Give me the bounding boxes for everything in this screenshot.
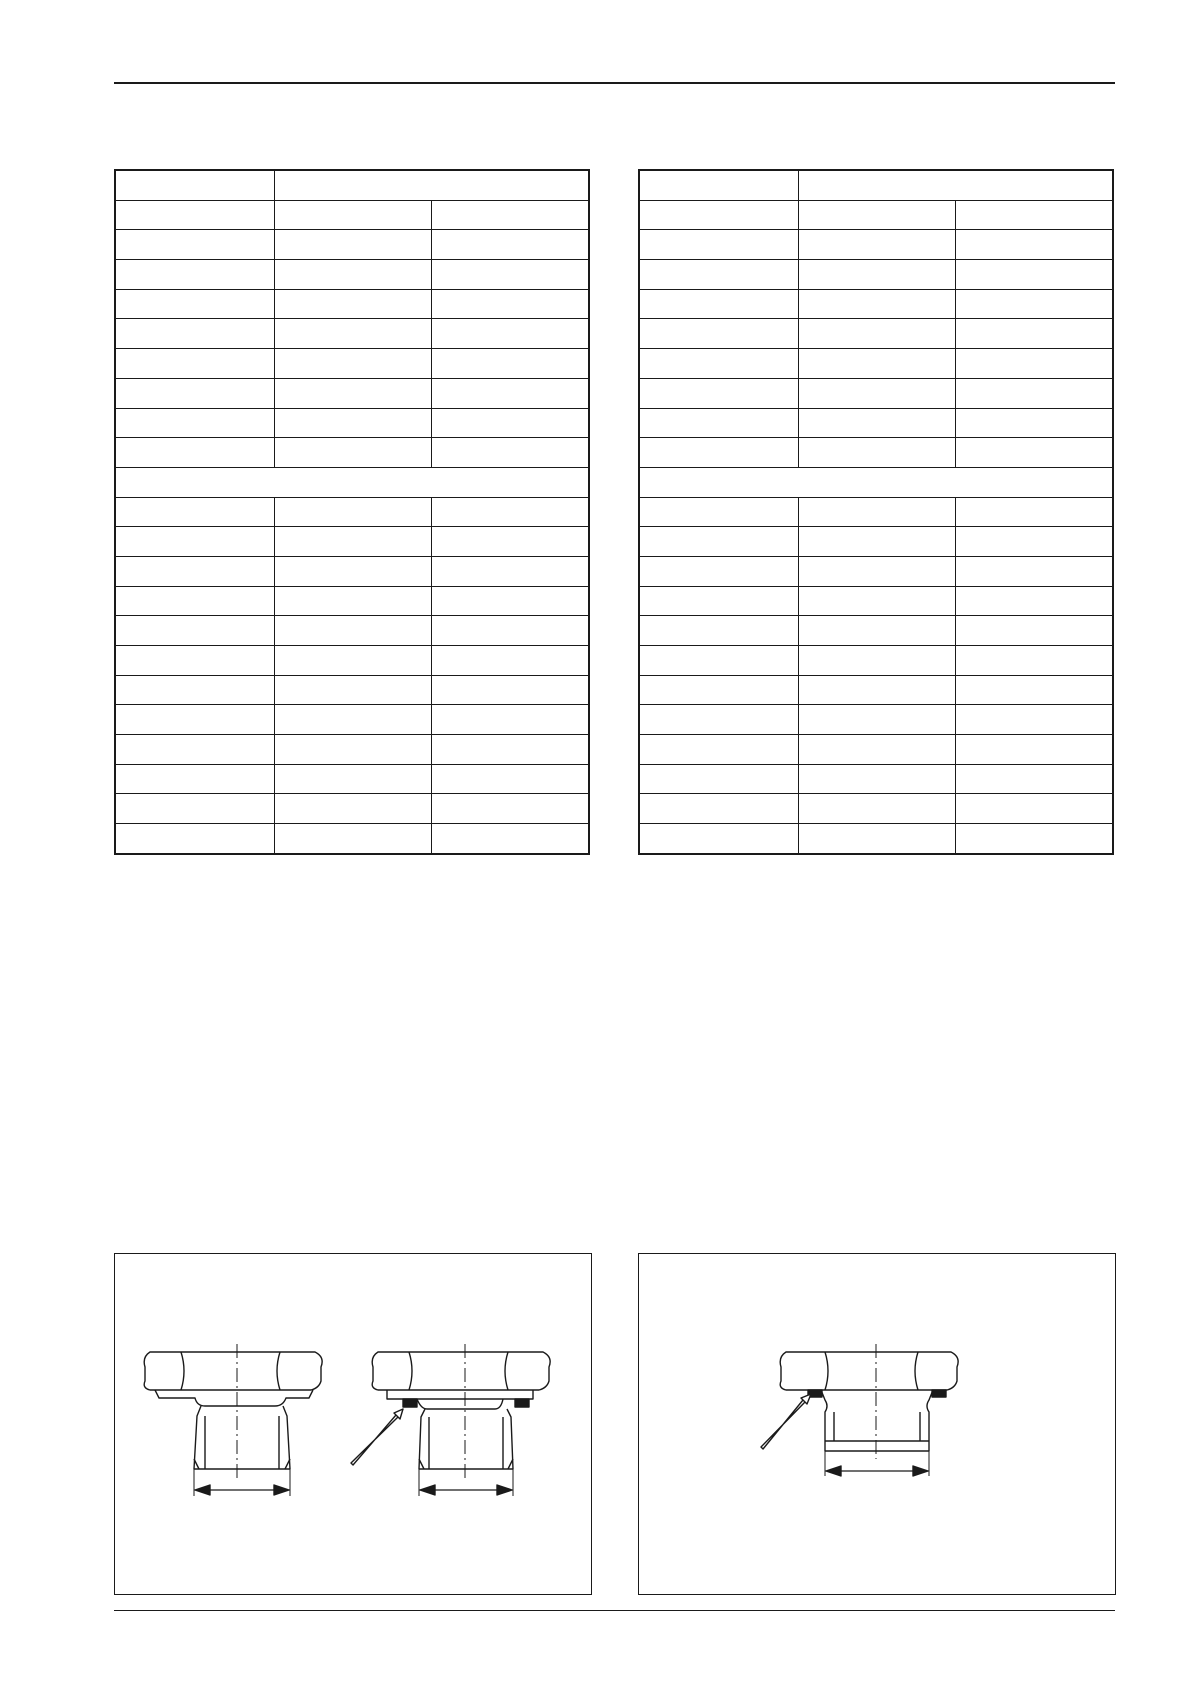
table-cell xyxy=(115,230,275,260)
table-cell xyxy=(799,170,1114,200)
table-cell xyxy=(432,438,589,468)
table-group-bottom xyxy=(115,497,589,854)
table-cell xyxy=(639,794,799,824)
hex-plug-with-sealing-ring-icon xyxy=(372,1344,550,1496)
hex-plug-with-sealing-ring-icon xyxy=(780,1344,958,1476)
table-cell xyxy=(275,260,432,290)
table-cell xyxy=(799,408,956,438)
table-row xyxy=(639,586,1113,616)
table-cell xyxy=(639,230,799,260)
table-cell xyxy=(639,349,799,379)
table-cell xyxy=(115,646,275,676)
table-cell xyxy=(799,527,956,557)
table-cell xyxy=(275,200,432,230)
table-cell xyxy=(799,675,956,705)
hex-plug-with-flange-icon xyxy=(144,1344,322,1496)
table-header-row xyxy=(115,170,589,200)
table-cell xyxy=(799,230,956,260)
table-row xyxy=(115,230,589,260)
table-subheader-row xyxy=(115,200,589,230)
table-row xyxy=(115,319,589,349)
table-cell xyxy=(639,616,799,646)
table-cell xyxy=(956,705,1113,735)
table-header-row xyxy=(639,170,1113,200)
table-row xyxy=(115,438,589,468)
table-cell xyxy=(432,586,589,616)
table-cell xyxy=(432,675,589,705)
table-cell xyxy=(432,764,589,794)
table-row xyxy=(115,675,589,705)
table-cell xyxy=(275,438,432,468)
table-row xyxy=(639,646,1113,676)
table-cell xyxy=(115,408,275,438)
table-cell xyxy=(639,378,799,408)
table-cell xyxy=(956,260,1113,290)
table-row xyxy=(115,378,589,408)
table-cell xyxy=(275,794,432,824)
table-group-top xyxy=(115,230,589,468)
table-cell xyxy=(639,556,799,586)
table-row xyxy=(639,497,1113,527)
table-cell xyxy=(275,289,432,319)
table-cell xyxy=(275,378,432,408)
table-row xyxy=(639,556,1113,586)
table-row xyxy=(639,616,1113,646)
table-cell xyxy=(639,467,1113,497)
table-cell xyxy=(115,675,275,705)
table-cell xyxy=(956,200,1113,230)
table-cell xyxy=(432,705,589,735)
table-row xyxy=(115,556,589,586)
table-cell xyxy=(799,289,956,319)
table-row xyxy=(639,824,1113,854)
table-row xyxy=(639,438,1113,468)
table-cell xyxy=(432,556,589,586)
table-cell xyxy=(799,497,956,527)
table-row xyxy=(115,764,589,794)
table-cell xyxy=(639,289,799,319)
table-cell xyxy=(799,260,956,290)
table-cell xyxy=(275,586,432,616)
table-cell xyxy=(115,289,275,319)
table-cell xyxy=(956,349,1113,379)
table-row xyxy=(115,735,589,765)
table-cell xyxy=(639,200,799,230)
table-cell xyxy=(275,556,432,586)
table-cell xyxy=(432,260,589,290)
spec-table-right xyxy=(638,169,1114,855)
table-row xyxy=(115,646,589,676)
table-cell xyxy=(275,764,432,794)
table-subheader-row xyxy=(639,200,1113,230)
table-cell xyxy=(115,586,275,616)
table-cell xyxy=(275,735,432,765)
table-row xyxy=(115,349,589,379)
table-cell xyxy=(275,170,590,200)
table-cell xyxy=(432,378,589,408)
table-cell xyxy=(115,200,275,230)
table-cell xyxy=(956,497,1113,527)
table-cell xyxy=(115,170,275,200)
table-row xyxy=(639,319,1113,349)
table-cell xyxy=(639,260,799,290)
seal-pointer-arrow-icon xyxy=(761,1394,811,1449)
plug-drawing-right xyxy=(639,1254,1115,1594)
table-row xyxy=(639,230,1113,260)
table-cell xyxy=(115,527,275,557)
table-cell xyxy=(432,200,589,230)
table-cell xyxy=(799,794,956,824)
table-cell xyxy=(956,527,1113,557)
table-cell xyxy=(115,438,275,468)
table-section-row xyxy=(115,467,589,497)
table-row xyxy=(115,289,589,319)
table-row xyxy=(115,616,589,646)
table-row xyxy=(639,675,1113,705)
table-cell xyxy=(799,200,956,230)
table-cell xyxy=(799,824,956,854)
table-row xyxy=(115,408,589,438)
table-cell xyxy=(799,646,956,676)
table-cell xyxy=(432,616,589,646)
table-cell xyxy=(956,646,1113,676)
table-cell xyxy=(799,764,956,794)
table-cell xyxy=(115,735,275,765)
table-cell xyxy=(115,616,275,646)
table-cell xyxy=(956,319,1113,349)
table-cell xyxy=(115,349,275,379)
table-cell xyxy=(799,705,956,735)
table-cell xyxy=(639,438,799,468)
table-cell xyxy=(956,675,1113,705)
table-cell xyxy=(432,735,589,765)
table-row xyxy=(639,260,1113,290)
table-cell xyxy=(275,824,432,854)
table-group-top xyxy=(639,230,1113,468)
table-cell xyxy=(956,438,1113,468)
table-section-row xyxy=(639,467,1113,497)
table-row xyxy=(639,378,1113,408)
table-cell xyxy=(799,556,956,586)
table-cell xyxy=(275,497,432,527)
table-cell xyxy=(115,467,589,497)
table-cell xyxy=(956,735,1113,765)
table-cell xyxy=(956,764,1113,794)
table-cell xyxy=(115,319,275,349)
table-cell xyxy=(275,616,432,646)
table-cell xyxy=(432,646,589,676)
table-cell xyxy=(639,675,799,705)
table-row xyxy=(115,794,589,824)
plug-drawing-left xyxy=(115,1254,591,1594)
table-cell xyxy=(639,497,799,527)
table-cell xyxy=(275,230,432,260)
table-cell xyxy=(639,735,799,765)
table-row xyxy=(639,349,1113,379)
table-cell xyxy=(639,586,799,616)
table-cell xyxy=(956,824,1113,854)
table-cell xyxy=(275,675,432,705)
table-cell xyxy=(639,408,799,438)
table-cell xyxy=(115,556,275,586)
figure-right xyxy=(638,1253,1116,1595)
table-row xyxy=(639,705,1113,735)
table-row xyxy=(115,586,589,616)
table-cell xyxy=(956,289,1113,319)
table-cell xyxy=(956,378,1113,408)
table-cell xyxy=(639,646,799,676)
table-cell xyxy=(432,408,589,438)
table-cell xyxy=(639,705,799,735)
table-cell xyxy=(956,408,1113,438)
table-row xyxy=(115,497,589,527)
table-cell xyxy=(432,794,589,824)
table-cell xyxy=(115,378,275,408)
table-row xyxy=(115,705,589,735)
table-cell xyxy=(956,230,1113,260)
table-cell xyxy=(639,319,799,349)
table-cell xyxy=(639,764,799,794)
seal-pointer-arrow-icon xyxy=(351,1409,403,1465)
table-cell xyxy=(115,260,275,290)
table-cell xyxy=(115,705,275,735)
table-cell xyxy=(799,349,956,379)
table-cell xyxy=(799,319,956,349)
table-cell xyxy=(432,289,589,319)
table-group-bottom xyxy=(639,497,1113,854)
table-cell xyxy=(639,824,799,854)
table-cell xyxy=(956,616,1113,646)
table-cell xyxy=(432,349,589,379)
table-cell xyxy=(432,497,589,527)
table-cell xyxy=(799,616,956,646)
table-cell xyxy=(115,497,275,527)
table-cell xyxy=(115,794,275,824)
table-row xyxy=(639,408,1113,438)
table-row xyxy=(115,824,589,854)
table-cell xyxy=(956,794,1113,824)
table-cell xyxy=(275,349,432,379)
table-cell xyxy=(799,378,956,408)
table-cell xyxy=(956,556,1113,586)
table-cell xyxy=(799,735,956,765)
table-cell xyxy=(799,438,956,468)
table-row xyxy=(639,764,1113,794)
table-row xyxy=(115,527,589,557)
table-cell xyxy=(275,408,432,438)
table-cell xyxy=(275,646,432,676)
table-cell xyxy=(115,764,275,794)
table-cell xyxy=(115,824,275,854)
table-cell xyxy=(639,170,799,200)
footer-rule xyxy=(114,1610,1115,1611)
table-cell xyxy=(799,586,956,616)
figure-left xyxy=(114,1253,592,1595)
table-cell xyxy=(275,705,432,735)
table-row xyxy=(639,527,1113,557)
header-rule xyxy=(114,82,1115,84)
spec-table-left xyxy=(114,169,590,855)
table-cell xyxy=(432,230,589,260)
table-row xyxy=(639,735,1113,765)
table-row xyxy=(639,794,1113,824)
table-cell xyxy=(639,527,799,557)
table-cell xyxy=(432,319,589,349)
table-cell xyxy=(275,319,432,349)
table-row xyxy=(115,260,589,290)
table-cell xyxy=(956,586,1113,616)
table-cell xyxy=(432,824,589,854)
table-cell xyxy=(432,527,589,557)
table-row xyxy=(639,289,1113,319)
table-cell xyxy=(275,527,432,557)
